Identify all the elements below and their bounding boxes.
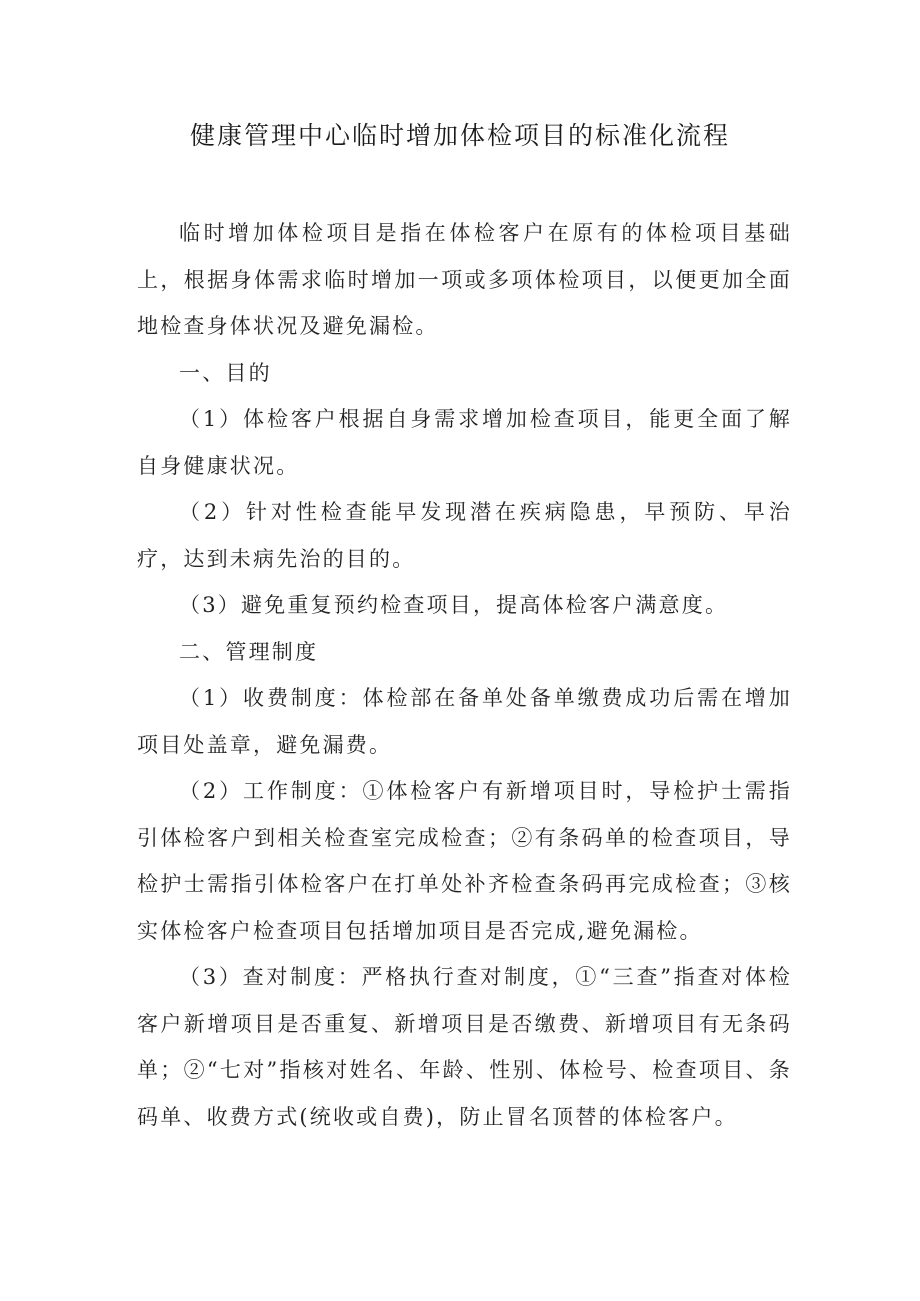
management-item-3: （3）查对制度：严格执行查对制度，①“三查”指查对体检客户新增项目是否重复、新增项目是否缴费、新增项目有无条码单；②“七对”指核对姓名、年龄、性别、体检号、检查项目、条码单、收费方式(统收或自费)，防止冒名顶替的体检客户。 xyxy=(137,965,792,1129)
document-title: 健康管理中心临时增加体检项目的标准化流程 xyxy=(189,121,730,150)
section-heading-purpose: 一、目的 xyxy=(179,360,272,385)
purpose-item-3: （3）避免重复预约检查项目，提高体检客户满意度。 xyxy=(179,593,729,617)
section-heading-management: 二、管理制度 xyxy=(179,639,319,664)
document-body xyxy=(137,210,792,1140)
purpose-item-1: （1）体检客户根据自身需求增加检查项目，能更全面了解自身健康状况。 xyxy=(137,407,792,478)
intro-paragraph: 临时增加体检项目是指在体检客户在原有的体检项目基础上，根据身体需求临时增加一项或多项体检项目，以便更加全面地检查身体状况及避免漏检。 xyxy=(137,221,792,338)
management-item-2: （2）工作制度：①体检客户有新增项目时，导检护士需指引体检客户到相关检查室完成检查；②有条码单的检查项目，导检护士需指引体检客户在打单处补齐检查条码再完成检查；③核实体检客户检查项目包括增加项目是否完成,避免漏检。 xyxy=(137,779,792,943)
purpose-item-2: （2）针对性检查能早发现潜在疾病隐患，早预防、早治疗，达到未病先治的目的。 xyxy=(137,500,792,571)
management-item-1: （1）收费制度：体检部在备单处备单缴费成功后需在增加项目处盖章，避免漏费。 xyxy=(137,686,792,757)
